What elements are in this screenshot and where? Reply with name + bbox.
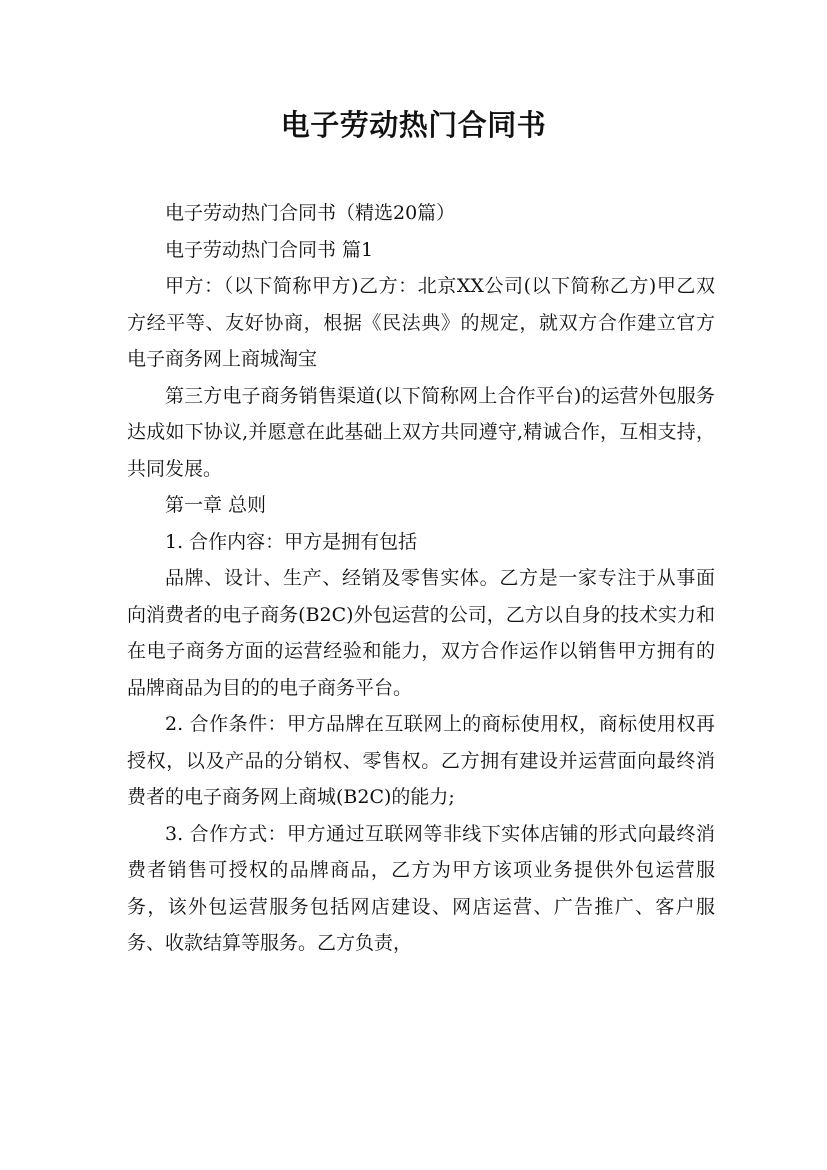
- paragraph: 1. 合作内容：甲方是拥有包括: [165, 530, 418, 553]
- chapter-heading: 第一章 总则: [165, 494, 267, 516]
- paragraph: 电子劳动热门合同书 篇1: [165, 238, 374, 261]
- document-body: [127, 195, 715, 962]
- paragraph: 2. 合作条件：甲方品牌在互联网上的商标使用权，商标使用权再授权，以及产品的分销权、零售权。乙方拥有建设并运营面向最终消费者的电子商务网上商城(B2C)的能力;: [127, 713, 715, 808]
- paragraph: 品牌、设计、生产、经销及零售实体。乙方是一家专注于从事面向消费者的电子商务(B2C)外包运营的公司，乙方以自身的技术实力和在电子商务方面的运营经验和能力，双方合作运作以销售甲方拥有的品牌商品为目的的电子商务平台。: [127, 567, 715, 699]
- paragraph: 第三方电子商务销售渠道(以下简称网上合作平台)的运营外包服务达成如下协议,并愿意在此基础上双方共同遵守,精诚合作，互相支持，共同发展。: [127, 384, 715, 480]
- document-title: 电子劳动热门合同书: [280, 108, 547, 142]
- paragraph: 3. 合作方式：甲方通过互联网等非线下实体店铺的形式向最终消费者销售可授权的品牌商品，乙方为甲方该项业务提供外包运营服务，该外包运营服务包括网店建设、网店运营、广告推广、客户服务、收款结算等服务。乙方负责，: [127, 822, 715, 954]
- paragraph: 电子劳动热门合同书（精选20篇）: [165, 202, 456, 224]
- paragraph: 甲方：（以下简称甲方)乙方：北京XX公司(以下简称乙方)甲乙双方经平等、友好协商，根据《民法典》的规定，就双方合作建立官方电子商务网上商城淘宝: [127, 275, 715, 370]
